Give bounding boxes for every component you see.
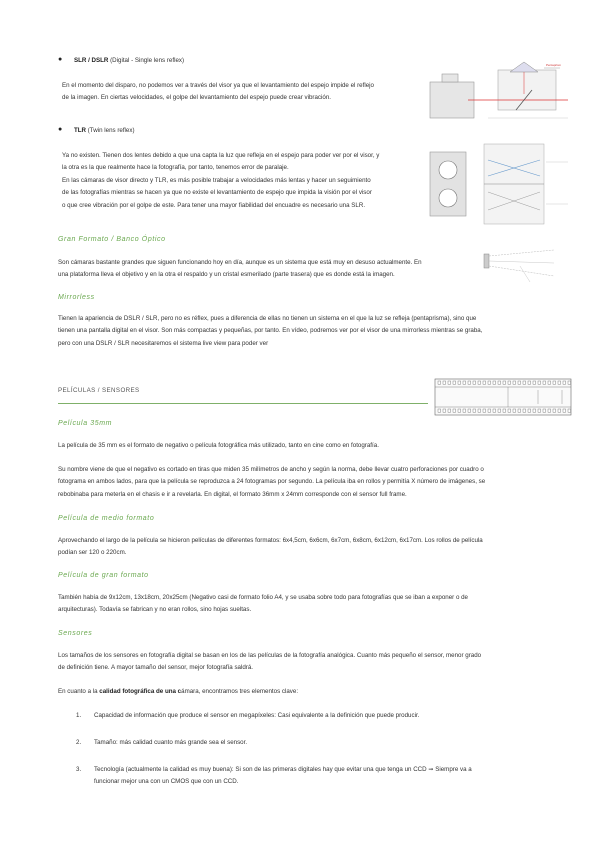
list-number: 1.: [76, 712, 82, 719]
gran-formato-pelicula-heading: Película de gran formato: [58, 572, 149, 579]
tlr-paragraph: [62, 150, 424, 212]
film-strip-illustration: [434, 378, 572, 416]
pelicula-35-p1: La película de 35 mm es el formato de negativo o película fotográfica más utilizado, tanto en cine como en fotografía.: [58, 442, 379, 449]
sensores-paragraph: [58, 650, 558, 675]
intro-text: ámara, encontramos tres elementos clave:: [181, 688, 299, 695]
slr-title-suffix: (Digital - Single lens reflex): [108, 57, 185, 64]
text-line: la otra es la que realmente hace la fotografía, por tanto, tenemos error de paralaje.: [62, 164, 289, 172]
text-line: fotograma en ambos lados, para que la película se reproduzca a 24 fotogramas por segundo. La película iba en rollos y permitía X número de imágenes, se: [58, 478, 486, 486]
bullet-icon: ●: [58, 56, 63, 63]
slr-title: SLR / DSLR: [74, 57, 109, 64]
text-line: arquitecturas). Todavía se fabrican y no eran rollos, sino hojas sueltas.: [58, 606, 252, 614]
list-number: 2.: [76, 739, 82, 746]
text-line: Su nombre viene de que el negativo es cortado en tiras que miden 35 milímetros de ancho y según la norma, debe llevar cuatro perforaciones por cuadro o: [58, 466, 484, 473]
gran-formato-paragraph: [58, 257, 478, 282]
gran-formato-pelicula-paragraph: [58, 592, 558, 617]
pelicula-35-p2: [58, 464, 558, 501]
bullet-icon: ●: [58, 126, 63, 133]
tlr-diagram: [428, 140, 570, 230]
list-item-text: [94, 764, 560, 789]
tlr-title-line: [74, 126, 135, 137]
text-line: Aprovechando el largo de la película se hicieron películas de diferentes formatos: 6x4,5cm, 6x6cm, 6x7cm, 6x8cm, 6x12cm, 6x17cm. Los rollos de película: [58, 537, 483, 544]
text-line: de definición tiene. A mayor tamaño del sensor, mejor fotografía saldrá.: [58, 664, 254, 672]
text-line: o que cree vibración por el golpe de este. Para tener una mayor fiabilidad del encuadre es necesario una SLR.: [62, 201, 366, 209]
text-line: Tecnología (actualmente la calidad es muy buena): Si son de las primeras digitales hay que evitar una que tenga un CCD ➞ Siempre va a: [94, 766, 472, 773]
pelicula-35-heading: Película 35mm: [58, 420, 113, 427]
text-line: Los tamaños de los sensores en fotografía digital se basan en los de las películas de la fotografía analógica. Cuanto más pequeño el sensor, menor grado: [58, 652, 482, 659]
slr-mirror-diagram: [428, 60, 570, 128]
sensores-heading: Sensores: [58, 630, 93, 637]
text-line: Tienen la apariencia de DSLR / SLR, pero no es réflex, pues a diferencia de ellas no tienen un sistema en el que la luz se refleja (pentaprisma), sino que: [58, 315, 477, 322]
text-line: pero con una DSLR / SLR necesitaremos el sistema live view para poder ver: [58, 339, 269, 347]
mirrorless-heading: Mirrorless: [58, 294, 95, 301]
medio-formato-heading: Película de medio formato: [58, 515, 155, 522]
text-line: Capacidad de información que produce el sensor en megapíxeles: Casi equivalente a la definición que puede producir.: [94, 712, 420, 719]
view-camera-diagram: [480, 246, 560, 286]
peliculas-section-title: PELÍCULAS / SENSORES: [58, 387, 140, 394]
tlr-title: TLR: [74, 127, 87, 134]
text-line: tienen una pantalla digital en el visor. Son más compactas y pequeñas, por tanto. En vídeo, podremos ver por el visor de una mirrorless mientras se graba,: [58, 327, 483, 335]
pentaprism-label: Pentaprism: [546, 63, 562, 67]
text-line: funcionar mejor una con un CMOS que con un CCD.: [94, 778, 239, 786]
tlr-title-suffix: (Twin lens reflex): [86, 127, 135, 134]
slr-title-line: [74, 56, 184, 67]
section-divider: [58, 403, 428, 404]
list-number: 3.: [76, 766, 82, 773]
text-line: una plataforma lleva el objetivo y en la otra el respaldo y un cristal esmerilado (parte trasera) que es donde está la imagen.: [58, 271, 395, 279]
text-line: de las fotografías mientras se hacen ya que no existe el levantamiento de espejo que impida la visión por el visor: [62, 189, 372, 197]
list-item-text: [94, 710, 554, 722]
gran-formato-heading: Gran Formato / Banco Óptico: [58, 236, 166, 243]
text-line: Son cámaras bastante grandes que siguen funcionando hoy en día, aunque es un sistema que está muy en desuso actualmente. En: [58, 259, 422, 266]
text-line: Ya no existen. Tienen dos lentes debido a que una capta la luz que refleja en el espejo para poder ver por el visor, y: [62, 152, 380, 159]
text-line: rebobinaba para meterla en el chasis e ir a revelarla. En digital, el formato 36mm x 24mm corresponde con el sensor full frame.: [58, 490, 407, 498]
text-line: En el momento del disparo, no podemos ver a través del visor ya que el levantamiento del espejo impide el reflejo: [62, 82, 374, 89]
slr-paragraph: [62, 80, 422, 105]
intro-bold-text: calidad fotográfica de una c: [99, 688, 182, 695]
sensores-intro: [58, 686, 558, 698]
list-item-text: [94, 737, 554, 749]
text-line: de la imagen. En ciertas velocidades, el golpe del levantamiento del espejo puede crear vibración.: [62, 94, 331, 102]
mirrorless-paragraph: [58, 313, 558, 350]
intro-text: En cuanto a la: [58, 688, 100, 695]
text-line: En las cámaras de visor directo y TLR, es más posible trabajar a velocidades más lentas y hacer un seguimiento: [62, 176, 371, 184]
text-line: Tamaño: más calidad cuanto más grande sea el sensor.: [94, 739, 248, 746]
medio-formato-paragraph: [58, 535, 558, 560]
text-line: podían ser 120 o 220cm.: [58, 549, 127, 557]
text-line: También había de 9x12cm, 13x18cm, 20x25cm (Negativo casi de formato folio A4, y se usaba sobre todo para fotografías que se iban a exponer o de: [58, 594, 468, 601]
